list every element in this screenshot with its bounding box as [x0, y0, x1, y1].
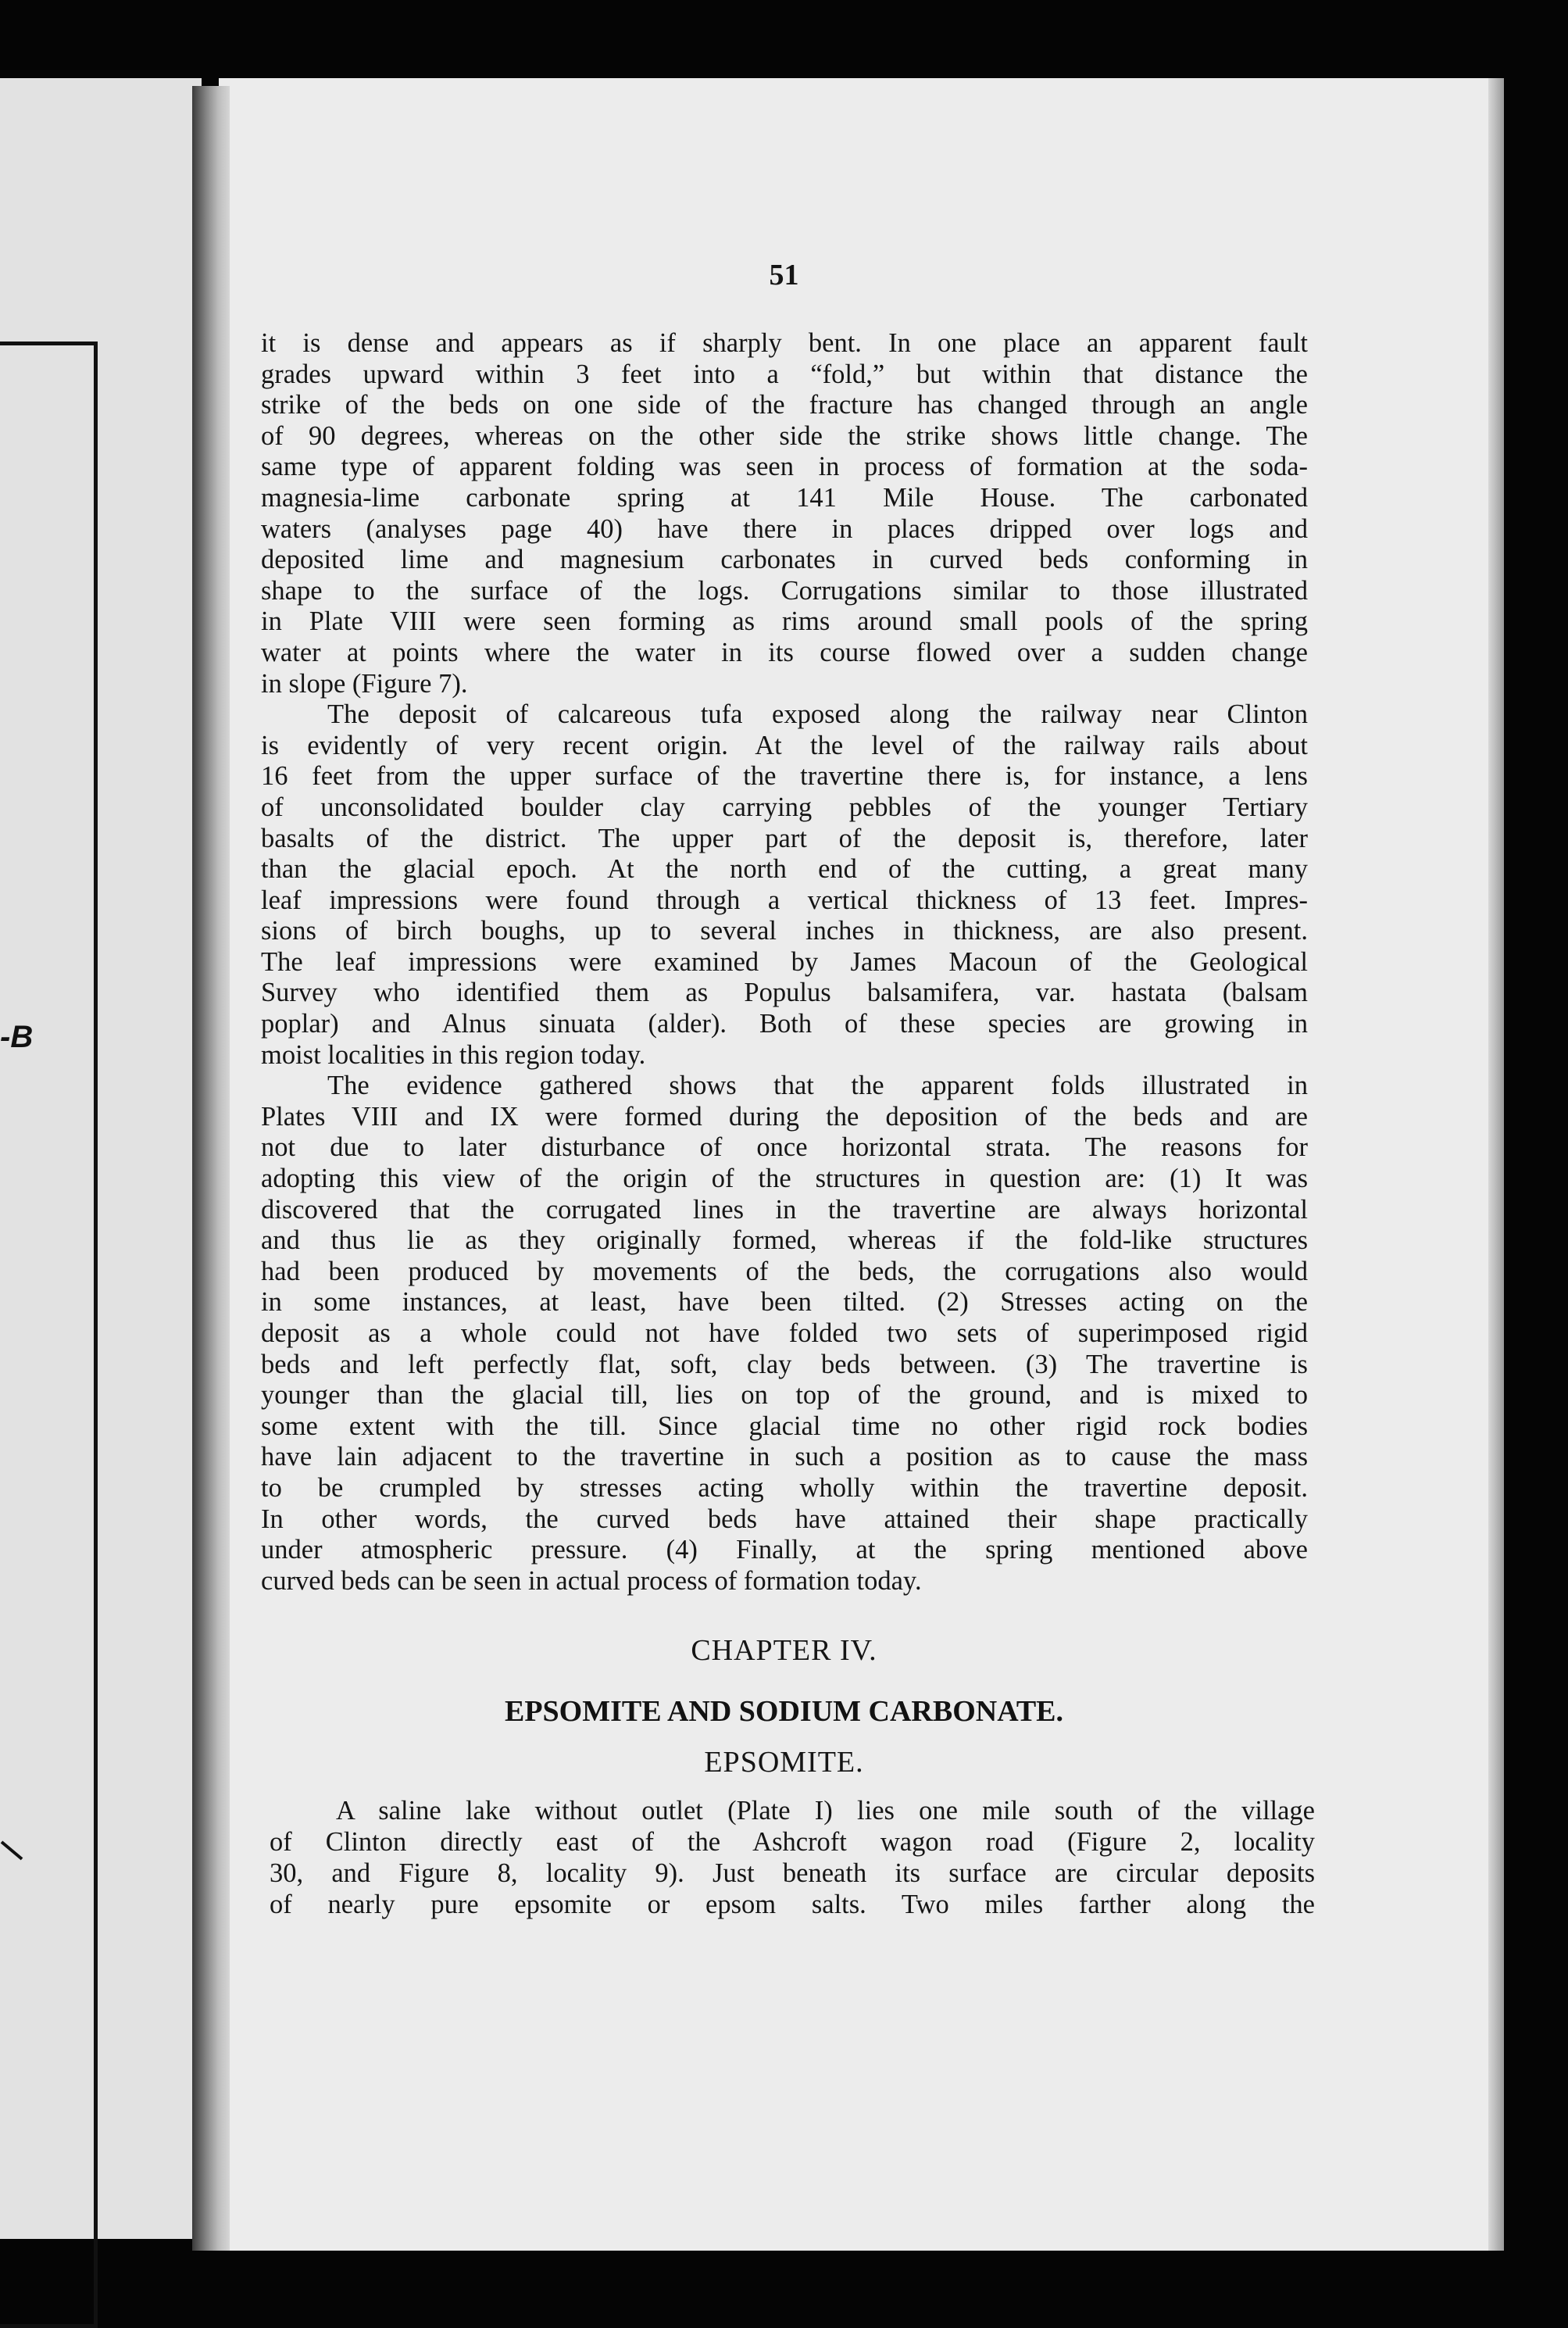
text-line: to be crumpled by stresses acting wholly within the travertine deposit.: [261, 1472, 1308, 1503]
text-line: younger than the glacial till, lies on top of the ground, and is mixed to: [261, 1380, 1308, 1411]
text-line: of Clinton directly east of the Ashcroft wagon road (Figure 2, locality: [270, 1827, 1315, 1857]
text-line: waters (analyses page 40) have there in places dripped over logs and: [261, 513, 1308, 544]
page-edge: [1488, 78, 1504, 2251]
text-line: have lain adjacent to the travertine in such a position as to cause the mass: [261, 1442, 1308, 1472]
text-line: Survey who identified them as Populus balsamifera, var. hastata (balsam: [261, 978, 1308, 1008]
text-line: adopting this view of the origin of the structures in question are: (1) It was: [261, 1164, 1308, 1194]
facing-page-left: [0, 78, 202, 2239]
text-line: deposit as a whole could not have folded two sets of superimposed rigid: [261, 1318, 1308, 1348]
text-line: beds and left perfectly flat, soft, clay beds between. (3) The travertine is: [261, 1349, 1308, 1379]
facing-page-margin-mark: -B: [0, 1020, 34, 1054]
facing-page-frame-right: [94, 342, 98, 2328]
text-line: in Plate VIII were seen forming as rims around small pools of the spring: [261, 606, 1308, 637]
text-line: 16 feet from the upper surface of the travertine there is, for instance, a lens: [261, 761, 1308, 792]
text-line: and thus lie as they originally formed, whereas if the fold-like structures: [261, 1225, 1308, 1256]
text-line: in some instances, at least, have been tilted. (2) Stresses acting on the: [261, 1287, 1308, 1318]
text-line: shape to the surface of the logs. Corrugations similar to those illustrated: [261, 575, 1308, 606]
text-line: in slope (Figure 7).: [261, 668, 468, 699]
text-line: The deposit of calcareous tufa exposed along the railway near Clinton: [327, 699, 1308, 730]
text-line: than the glacial epoch. At the north end of the cutting, a great many: [261, 854, 1308, 885]
chapter-title: EPSOMITE AND SODIUM CARBONATE.: [504, 1695, 1064, 1728]
text-line: The evidence gathered shows that the apparent folds illustrated in: [327, 1071, 1308, 1101]
text-line: same type of apparent folding was seen in process of formation at the soda-: [261, 452, 1308, 482]
text-line: under atmospheric pressure. (4) Finally, at the spring mentioned above: [261, 1535, 1308, 1565]
text-line: leaf impressions were found through a vertical thickness of 13 feet. Impres-: [261, 885, 1308, 915]
text-line: deposited lime and magnesium carbonates in curved beds conforming in: [261, 545, 1308, 575]
text-line: water at points where the water in its course flowed over a sudden change: [261, 637, 1308, 667]
text-line: had been produced by movements of the beds, the corrugations also would: [261, 1256, 1308, 1286]
text-line: it is dense and appears as if sharply bent. In one place an apparent fault: [261, 328, 1308, 358]
text-line: magnesia-lime carbonate spring at 141 Mile House. The carbonated: [261, 482, 1308, 513]
body-text: [261, 328, 1308, 1597]
paragraph: [261, 699, 1308, 1071]
text-line: of 90 degrees, whereas on the other side the strike shows little change. The: [261, 420, 1308, 451]
text-line: 30, and Figure 8, locality 9). Just beneath its surface are circular deposits: [270, 1858, 1315, 1888]
text-line: some extent with the till. Since glacial time no other rigid rock bodies: [261, 1411, 1308, 1441]
text-line: not due to later disturbance of once horizontal strata. The reasons for: [261, 1132, 1308, 1163]
text-line: sions of birch boughs, up to several inches in thickness, are also present.: [261, 916, 1308, 946]
binding-gutter: [192, 86, 230, 2251]
text-line: is evidently of very recent origin. At the level of the railway rails about: [261, 730, 1308, 760]
facing-page-frame-top: [0, 342, 98, 345]
text-line: grades upward within 3 feet into a “fold,” but within that distance the: [261, 359, 1308, 389]
text-line: of unconsolidated boulder clay carrying pebbles of the younger Tertiary: [261, 792, 1308, 822]
text-line: basalts of the district. The upper part of the deposit is, therefore, later: [261, 823, 1308, 853]
text-line: The leaf impressions were examined by James Macoun of the Geological: [261, 946, 1308, 977]
text-line: In other words, the curved beds have attained their shape practically: [261, 1504, 1308, 1534]
paragraph: [261, 328, 1308, 699]
section-title: EPSOMITE.: [704, 1746, 864, 1779]
text-line: curved beds can be seen in actual process of formation today.: [261, 1565, 922, 1596]
text-line: moist localities in this region today.: [261, 1039, 646, 1070]
text-line: A saline lake without outlet (Plate I) lies one mile south of the village: [336, 1796, 1315, 1826]
chapter-number: CHAPTER IV.: [691, 1634, 877, 1667]
section-paragraph: [270, 1795, 1315, 1920]
text-line: discovered that the corrugated lines in the travertine are always horizontal: [261, 1194, 1308, 1225]
text-line: poplar) and Alnus sinuata (alder). Both of these species are growing in: [261, 1009, 1308, 1039]
page-number: 51: [769, 259, 799, 291]
paragraph: [261, 1071, 1308, 1597]
text-line: strike of the beds on one side of the fracture has changed through an angle: [261, 390, 1308, 420]
facing-page-frame-bottom: [0, 2324, 98, 2328]
text-line: of nearly pure epsomite or epsom salts. Two miles farther along the: [270, 1890, 1315, 1919]
text-line: Plates VIII and IX were formed during the deposition of the beds and are: [261, 1101, 1308, 1132]
